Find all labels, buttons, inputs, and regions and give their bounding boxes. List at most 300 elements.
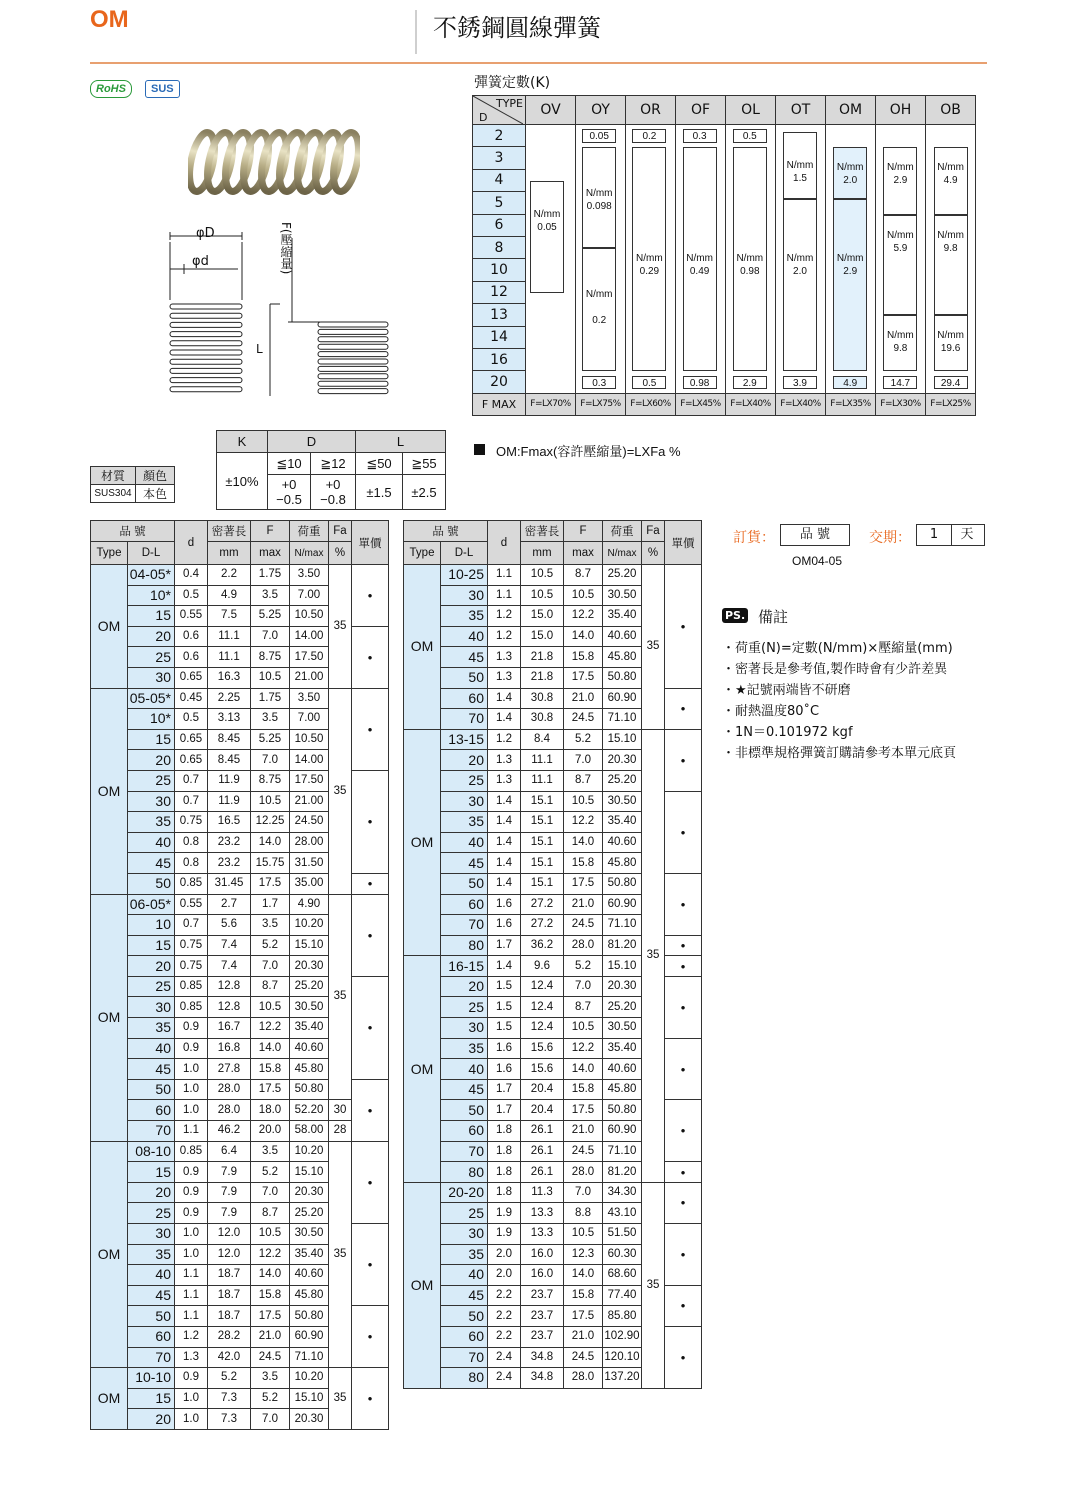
load-cell: 30.50 bbox=[603, 1018, 642, 1039]
load-cell: 31.50 bbox=[290, 853, 329, 874]
f-cell: 1.7 bbox=[251, 894, 290, 915]
f-cell: 14.0 bbox=[564, 626, 603, 647]
kt-value-bar: N/mm 0.05 bbox=[530, 181, 564, 293]
tol-l2: ≧55 bbox=[403, 453, 446, 475]
kt-fmax-value: F=LX30% bbox=[876, 393, 926, 415]
solid-cell: 12.0 bbox=[208, 1244, 251, 1265]
table-row bbox=[91, 1121, 389, 1142]
dl-cell: 15 bbox=[128, 935, 175, 956]
d-cell: 1.4 bbox=[488, 791, 521, 812]
kt-value-bar: N/mm 9.8 bbox=[883, 315, 917, 371]
kt-diameter: 4 bbox=[473, 169, 526, 191]
diagram-coil bbox=[318, 389, 388, 394]
kt-value-bar: N/mm 0.98 bbox=[733, 147, 767, 371]
load-cell: 28.00 bbox=[290, 832, 329, 853]
f-cell: 10.5 bbox=[251, 997, 290, 1018]
col-header-load-unit: N/max bbox=[603, 542, 642, 565]
diagram-coil bbox=[318, 322, 388, 327]
f-cell: 12.2 bbox=[564, 812, 603, 833]
dl-cell: 80 bbox=[441, 1368, 488, 1389]
dl-cell: 40 bbox=[128, 832, 175, 853]
tol-l1: ≦50 bbox=[356, 453, 403, 475]
remarks-list bbox=[722, 638, 956, 764]
dl-cell: 25 bbox=[128, 1203, 175, 1224]
dl-cell: 04-05* bbox=[128, 565, 175, 586]
type-cell: OM bbox=[91, 1141, 128, 1368]
d-cell: 1.1 bbox=[175, 1285, 208, 1306]
solid-cell: 15.1 bbox=[521, 873, 564, 894]
fa-cell: 35 bbox=[329, 565, 352, 689]
f-cell: 8.7 bbox=[564, 770, 603, 791]
f-cell: 15.8 bbox=[564, 647, 603, 668]
d-cell: 0.4 bbox=[175, 565, 208, 586]
dl-cell: 25 bbox=[441, 1203, 488, 1224]
solid-cell: 15.1 bbox=[521, 832, 564, 853]
solid-cell: 46.2 bbox=[208, 1121, 251, 1142]
phi-d-label: φd bbox=[192, 254, 209, 269]
load-cell: 20.30 bbox=[290, 1182, 329, 1203]
col-header-d: d bbox=[175, 521, 208, 565]
f-cell: 5.2 bbox=[251, 1388, 290, 1409]
dl-cell: 20 bbox=[128, 1182, 175, 1203]
load-cell: 14.00 bbox=[290, 626, 329, 647]
f-cell: 21.0 bbox=[564, 688, 603, 709]
solid-cell: 34.8 bbox=[521, 1347, 564, 1368]
load-cell: 102.90 bbox=[603, 1326, 642, 1347]
dl-cell: 45 bbox=[441, 853, 488, 874]
rohs-badge: RoHS bbox=[90, 80, 132, 98]
dl-cell: 35 bbox=[441, 606, 488, 627]
d-cell: 1.4 bbox=[488, 956, 521, 977]
f-cell: 14.0 bbox=[564, 832, 603, 853]
d-cell: 0.9 bbox=[175, 1162, 208, 1183]
dl-cell: 60 bbox=[441, 1326, 488, 1347]
dl-cell: 30 bbox=[128, 791, 175, 812]
solid-cell: 15.1 bbox=[521, 853, 564, 874]
load-cell: 35.40 bbox=[290, 1244, 329, 1265]
table-row bbox=[91, 1100, 389, 1121]
load-cell: 15.10 bbox=[290, 1388, 329, 1409]
dl-cell: 30 bbox=[128, 1224, 175, 1245]
solid-cell: 2.2 bbox=[208, 565, 251, 586]
dl-cell: 35 bbox=[441, 1244, 488, 1265]
load-cell: 40.60 bbox=[290, 1038, 329, 1059]
load-cell: 137.20 bbox=[603, 1368, 642, 1389]
f-cell: 15.8 bbox=[564, 1079, 603, 1100]
kt-value-bar: 3.9 bbox=[783, 376, 817, 389]
f-cell: 17.5 bbox=[564, 1306, 603, 1327]
solid-cell: 16.8 bbox=[208, 1038, 251, 1059]
price-cell: • bbox=[665, 688, 702, 729]
f-cell: 1.75 bbox=[251, 688, 290, 709]
d-cell: 1.7 bbox=[488, 935, 521, 956]
f-cell: 10.5 bbox=[251, 791, 290, 812]
type-cell: OM bbox=[404, 1182, 441, 1388]
table-row bbox=[91, 565, 389, 586]
d-cell: 0.9 bbox=[175, 1038, 208, 1059]
d-cell: 1.4 bbox=[488, 853, 521, 874]
page-title: 不銹鋼圓線彈簧 bbox=[433, 14, 601, 42]
dl-cell: 40 bbox=[128, 1038, 175, 1059]
load-cell: 21.00 bbox=[290, 791, 329, 812]
dl-cell: 70 bbox=[441, 1141, 488, 1162]
solid-cell: 11.1 bbox=[521, 750, 564, 771]
load-cell: 34.30 bbox=[603, 1182, 642, 1203]
diagram-coil bbox=[170, 368, 242, 373]
kt-type-header: OF bbox=[676, 96, 726, 125]
solid-cell: 12.4 bbox=[521, 976, 564, 997]
f-cell: 1.75 bbox=[251, 565, 290, 586]
kt-value-bar: N/mm 19.6 bbox=[934, 315, 968, 371]
color-value: 本色 bbox=[136, 485, 175, 503]
kt-corner-type: TYPE bbox=[495, 97, 523, 110]
kt-fmax-value: F=LX40% bbox=[726, 393, 776, 415]
solid-cell: 11.1 bbox=[208, 626, 251, 647]
diagram-coil bbox=[170, 378, 242, 383]
dl-cell: 20 bbox=[128, 750, 175, 771]
diagram-coil bbox=[170, 387, 242, 392]
diagram-coil bbox=[318, 366, 388, 371]
solid-cell: 5.6 bbox=[208, 915, 251, 936]
kt-type-header: OV bbox=[526, 96, 576, 125]
price-cell: • bbox=[352, 1306, 389, 1368]
fa-cell: 28 bbox=[329, 1121, 352, 1142]
solid-cell: 11.1 bbox=[521, 770, 564, 791]
f-cell: 14.0 bbox=[564, 1059, 603, 1080]
solid-cell: 16.0 bbox=[521, 1244, 564, 1265]
kt-diameter: 13 bbox=[473, 304, 526, 326]
solid-cell: 26.1 bbox=[521, 1121, 564, 1142]
price-cell: • bbox=[665, 1182, 702, 1223]
d-cell: 1.6 bbox=[488, 894, 521, 915]
dl-cell: 70 bbox=[441, 915, 488, 936]
diagram-coil bbox=[170, 322, 242, 327]
kt-fmax-value: F=LX25% bbox=[926, 393, 976, 415]
d-cell: 2.4 bbox=[488, 1347, 521, 1368]
d-cell: 0.8 bbox=[175, 853, 208, 874]
load-cell: 45.80 bbox=[290, 1059, 329, 1080]
kt-fmax-value: F=LX75% bbox=[576, 393, 626, 415]
col-header-f: F bbox=[251, 521, 290, 542]
col-header-solid-unit: mm bbox=[521, 542, 564, 565]
kt-diameter: 6 bbox=[473, 214, 526, 236]
price-cell: • bbox=[665, 1224, 702, 1286]
load-cell: 15.10 bbox=[603, 956, 642, 977]
d-cell: 1.2 bbox=[488, 729, 521, 750]
tol-d1-value: +0 −0.5 bbox=[268, 475, 311, 510]
load-cell: 68.60 bbox=[603, 1265, 642, 1286]
f-compression-label: F(壓縮量) bbox=[279, 222, 293, 275]
l-length-label: L bbox=[256, 342, 263, 356]
load-cell: 58.00 bbox=[290, 1121, 329, 1142]
d-cell: 0.75 bbox=[175, 812, 208, 833]
f-cell: 10.5 bbox=[564, 585, 603, 606]
dl-cell: 30 bbox=[128, 667, 175, 688]
d-cell: 1.3 bbox=[175, 1347, 208, 1368]
order-pn-box: 品 號 bbox=[780, 524, 850, 546]
dl-cell: 13-15 bbox=[441, 729, 488, 750]
d-cell: 1.0 bbox=[175, 1244, 208, 1265]
tol-d2: ≧12 bbox=[311, 453, 356, 475]
solid-cell: 7.9 bbox=[208, 1162, 251, 1183]
diagram-coil bbox=[170, 341, 242, 346]
kt-diameter: 2 bbox=[473, 125, 526, 147]
solid-cell: 7.3 bbox=[208, 1409, 251, 1430]
d-cell: 0.85 bbox=[175, 976, 208, 997]
price-cell: • bbox=[352, 1368, 389, 1430]
solid-cell: 16.3 bbox=[208, 667, 251, 688]
load-cell: 50.80 bbox=[290, 1306, 329, 1327]
dl-cell: 50 bbox=[441, 873, 488, 894]
load-cell: 10.50 bbox=[290, 606, 329, 627]
d-cell: 1.0 bbox=[175, 1059, 208, 1080]
tol-d-header: D bbox=[268, 431, 356, 453]
solid-cell: 23.2 bbox=[208, 832, 251, 853]
dl-cell: 35 bbox=[441, 1038, 488, 1059]
f-cell: 8.7 bbox=[564, 565, 603, 586]
dl-cell: 50 bbox=[128, 1079, 175, 1100]
d-cell: 1.1 bbox=[488, 585, 521, 606]
load-cell: 50.80 bbox=[603, 873, 642, 894]
load-cell: 71.10 bbox=[603, 709, 642, 730]
solid-cell: 7.9 bbox=[208, 1203, 251, 1224]
solid-cell: 26.1 bbox=[521, 1141, 564, 1162]
load-cell: 25.20 bbox=[603, 997, 642, 1018]
solid-cell: 13.3 bbox=[521, 1203, 564, 1224]
d-cell: 1.3 bbox=[488, 750, 521, 771]
load-cell: 10.20 bbox=[290, 1141, 329, 1162]
d-cell: 1.5 bbox=[488, 997, 521, 1018]
price-cell: • bbox=[665, 729, 702, 791]
dl-cell: 05-05* bbox=[128, 688, 175, 709]
solid-cell: 30.8 bbox=[521, 709, 564, 730]
dl-cell: 15 bbox=[128, 729, 175, 750]
solid-cell: 16.0 bbox=[521, 1265, 564, 1286]
kt-value-bar: 0.98 bbox=[683, 376, 717, 389]
d-cell: 1.6 bbox=[488, 915, 521, 936]
solid-cell: 8.45 bbox=[208, 729, 251, 750]
col-header-solid: 密著長 bbox=[521, 521, 564, 542]
dl-cell: 40 bbox=[441, 626, 488, 647]
solid-cell: 12.8 bbox=[208, 976, 251, 997]
dl-cell: 35 bbox=[128, 1244, 175, 1265]
price-cell: • bbox=[665, 976, 702, 1038]
dl-cell: 50 bbox=[441, 1100, 488, 1121]
material-header: 材質 bbox=[91, 467, 136, 485]
d-cell: 1.3 bbox=[488, 667, 521, 688]
load-cell: 77.40 bbox=[603, 1285, 642, 1306]
solid-cell: 30.8 bbox=[521, 688, 564, 709]
d-cell: 0.65 bbox=[175, 667, 208, 688]
price-cell: • bbox=[352, 626, 389, 688]
table-row bbox=[91, 1141, 389, 1162]
load-cell: 15.10 bbox=[290, 935, 329, 956]
fa-cell: 35 bbox=[642, 565, 665, 730]
col-header-load: 荷重 bbox=[603, 521, 642, 542]
dl-cell: 25 bbox=[128, 976, 175, 997]
d-cell: 2.0 bbox=[488, 1244, 521, 1265]
load-cell: 17.50 bbox=[290, 770, 329, 791]
load-cell: 17.50 bbox=[290, 647, 329, 668]
f-cell: 7.0 bbox=[251, 956, 290, 977]
price-cell: • bbox=[665, 1162, 702, 1183]
solid-cell: 36.2 bbox=[521, 935, 564, 956]
dl-cell: 30 bbox=[128, 997, 175, 1018]
f-cell: 10.5 bbox=[251, 667, 290, 688]
kt-diameter: 12 bbox=[473, 281, 526, 303]
dl-cell: 30 bbox=[441, 791, 488, 812]
d-cell: 1.7 bbox=[488, 1079, 521, 1100]
fmax-note: OM:Fmax(容許壓縮量)=LXFa % bbox=[496, 444, 681, 459]
col-header-solid: 密著長 bbox=[208, 521, 251, 542]
load-cell: 71.10 bbox=[603, 1141, 642, 1162]
dl-cell: 40 bbox=[441, 1059, 488, 1080]
kt-diameter: 8 bbox=[473, 236, 526, 258]
f-cell: 7.0 bbox=[251, 626, 290, 647]
solid-cell: 7.4 bbox=[208, 935, 251, 956]
d-cell: 1.8 bbox=[488, 1162, 521, 1183]
kt-corner-d: D bbox=[479, 111, 488, 124]
dl-cell: 15 bbox=[128, 606, 175, 627]
col-header-dl: D-L bbox=[441, 542, 488, 565]
fa-cell: 35 bbox=[642, 729, 665, 1182]
d-cell: 1.3 bbox=[488, 770, 521, 791]
kt-fmax-label: F MAX bbox=[473, 393, 526, 415]
load-cell: 35.40 bbox=[603, 606, 642, 627]
kt-type-header: OY bbox=[576, 96, 626, 125]
solid-cell: 15.1 bbox=[521, 812, 564, 833]
d-cell: 1.5 bbox=[488, 976, 521, 997]
d-cell: 1.9 bbox=[488, 1224, 521, 1245]
f-cell: 5.25 bbox=[251, 729, 290, 750]
solid-cell: 5.2 bbox=[208, 1368, 251, 1389]
f-cell: 17.5 bbox=[251, 1079, 290, 1100]
dl-cell: 70 bbox=[441, 1347, 488, 1368]
d-cell: 0.85 bbox=[175, 873, 208, 894]
solid-cell: 20.4 bbox=[521, 1079, 564, 1100]
price-cell: • bbox=[665, 873, 702, 935]
f-cell: 12.2 bbox=[251, 1244, 290, 1265]
dl-cell: 20 bbox=[441, 976, 488, 997]
dl-cell: 25 bbox=[441, 997, 488, 1018]
remark-item: ・1N＝0.101972 kgf bbox=[722, 725, 853, 740]
load-cell: 14.00 bbox=[290, 750, 329, 771]
dl-cell: 60 bbox=[128, 1326, 175, 1347]
f-cell: 21.0 bbox=[564, 1121, 603, 1142]
load-cell: 3.50 bbox=[290, 688, 329, 709]
load-cell: 60.90 bbox=[603, 688, 642, 709]
solid-cell: 11.9 bbox=[208, 770, 251, 791]
tol-d2-value: +0 −0.8 bbox=[311, 475, 356, 510]
f-cell: 24.5 bbox=[251, 1347, 290, 1368]
load-cell: 60.30 bbox=[603, 1244, 642, 1265]
delivery-days: 1 bbox=[916, 524, 952, 546]
price-cell: • bbox=[352, 1141, 389, 1223]
dl-cell: 35 bbox=[441, 812, 488, 833]
solid-cell: 6.4 bbox=[208, 1141, 251, 1162]
d-cell: 1.6 bbox=[488, 1038, 521, 1059]
load-cell: 4.90 bbox=[290, 894, 329, 915]
load-cell: 43.10 bbox=[603, 1203, 642, 1224]
solid-cell: 9.6 bbox=[521, 956, 564, 977]
kt-type-header: OT bbox=[776, 96, 826, 125]
d-cell: 0.65 bbox=[175, 750, 208, 771]
kt-value-bar: 0.5 bbox=[733, 129, 767, 142]
tol-k-header: K bbox=[217, 431, 268, 453]
kt-fmax-value: F=LX35% bbox=[826, 393, 876, 415]
dl-cell: 60 bbox=[128, 1100, 175, 1121]
dl-cell: 80 bbox=[441, 935, 488, 956]
diagram-coil bbox=[170, 332, 242, 337]
d-cell: 0.45 bbox=[175, 688, 208, 709]
kt-type-header: OR bbox=[626, 96, 676, 125]
phi-D-label: φD bbox=[196, 226, 215, 241]
fa-cell: 35 bbox=[642, 1182, 665, 1388]
remarks-title: 備註 bbox=[758, 608, 789, 626]
kt-type-header: OL bbox=[726, 96, 776, 125]
spec-table-left bbox=[90, 520, 389, 1430]
d-cell: 1.2 bbox=[488, 606, 521, 627]
d-cell: 1.0 bbox=[175, 1388, 208, 1409]
d-cell: 1.4 bbox=[488, 812, 521, 833]
d-cell: 1.7 bbox=[488, 1100, 521, 1121]
f-cell: 5.2 bbox=[251, 1162, 290, 1183]
price-cell: • bbox=[665, 1038, 702, 1100]
solid-cell: 12.8 bbox=[208, 997, 251, 1018]
kt-value-bar: 2.9 bbox=[733, 376, 767, 389]
f-cell: 28.0 bbox=[564, 1368, 603, 1389]
solid-cell: 27.2 bbox=[521, 915, 564, 936]
load-cell: 52.20 bbox=[290, 1100, 329, 1121]
product-code: OM bbox=[90, 6, 129, 33]
f-cell: 24.5 bbox=[564, 915, 603, 936]
f-cell: 12.2 bbox=[564, 1038, 603, 1059]
table-row bbox=[91, 1368, 389, 1389]
load-cell: 25.20 bbox=[603, 770, 642, 791]
kt-value-bar: N/mm 0.2 bbox=[582, 248, 616, 371]
f-cell: 3.5 bbox=[251, 585, 290, 606]
price-cell: • bbox=[352, 1079, 389, 1141]
solid-cell: 7.9 bbox=[208, 1182, 251, 1203]
solid-cell: 7.5 bbox=[208, 606, 251, 627]
d-cell: 1.0 bbox=[175, 1100, 208, 1121]
diagram-coil bbox=[170, 304, 242, 309]
d-cell: 0.65 bbox=[175, 729, 208, 750]
kt-fmax-value: F=LX60% bbox=[626, 393, 676, 415]
solid-cell: 23.7 bbox=[521, 1306, 564, 1327]
table-row bbox=[404, 729, 702, 750]
fa-cell: 35 bbox=[329, 1141, 352, 1368]
d-cell: 1.1 bbox=[175, 1306, 208, 1327]
dl-cell: 20 bbox=[128, 1409, 175, 1430]
fa-cell: 35 bbox=[329, 688, 352, 894]
load-cell: 35.40 bbox=[603, 812, 642, 833]
order-example: OM04-05 bbox=[792, 554, 843, 568]
type-cell: OM bbox=[404, 956, 441, 1183]
f-cell: 17.5 bbox=[251, 1306, 290, 1327]
delivery-unit: 天 bbox=[950, 524, 985, 546]
delivery-label: 交期： bbox=[869, 530, 911, 546]
load-cell: 45.80 bbox=[603, 1079, 642, 1100]
d-cell: 0.9 bbox=[175, 1203, 208, 1224]
kt-fmax-value: F=LX70% bbox=[526, 393, 576, 415]
load-cell: 3.50 bbox=[290, 565, 329, 586]
solid-cell: 20.4 bbox=[521, 1100, 564, 1121]
load-cell: 10.20 bbox=[290, 915, 329, 936]
d-cell: 0.75 bbox=[175, 935, 208, 956]
col-header-load: 荷重 bbox=[290, 521, 329, 542]
kt-diameter: 16 bbox=[473, 348, 526, 370]
